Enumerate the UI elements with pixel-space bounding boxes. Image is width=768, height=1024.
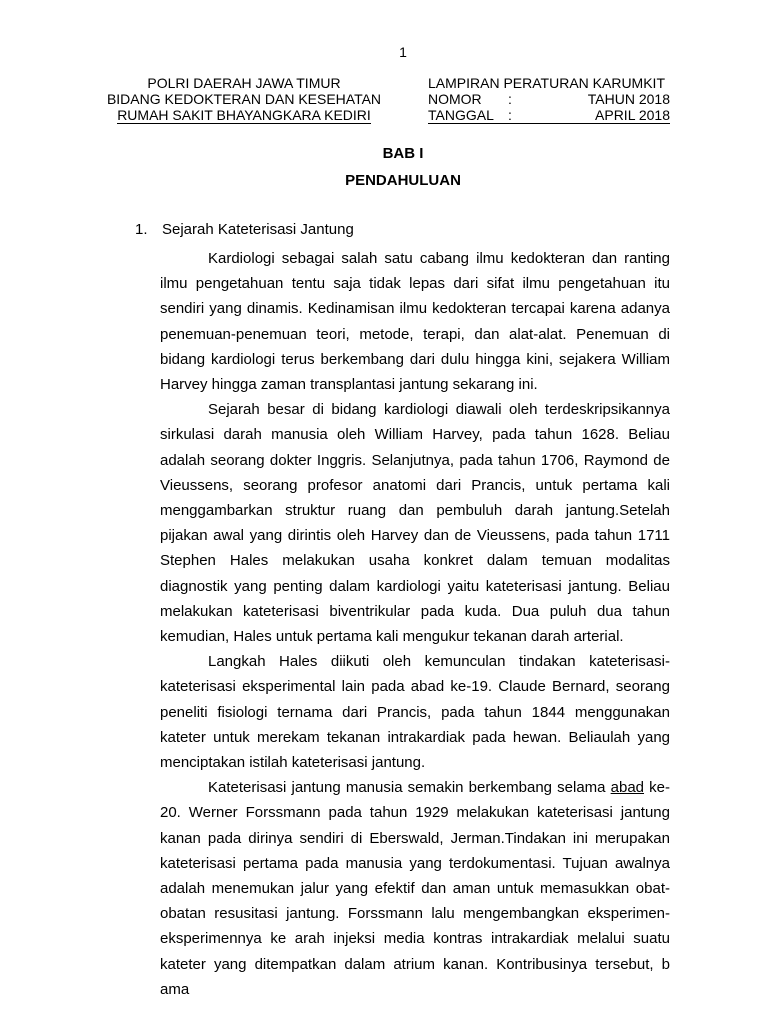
tanggal-value: APRIL 2018 bbox=[595, 107, 670, 123]
document-body bbox=[160, 246, 670, 1002]
paragraph-text-end: ke-20. Werner Forssmann pada tahun 1929 melakukan kateterisasi jantung kanan pada dirinya sendiri di Eberswald, Jerman.Tindakan ini merupakan kateterisasi pertama pada manusia yang terdokumentasi. Tujuan awalnya adalah menemukan jalur yang efektif dan aman untuk memasukkan obat-obatan resusitasi jantung. Forssmann lalu mengembangkan eksperimen-eksperimennya ke arah injeksi media kontras intrakardiak melalui suatu kateter yang ditempatkan dalam atrium kanan. Kontribusinya tersebut, b ama bbox=[160, 779, 670, 998]
abad-link[interactable]: abad bbox=[610, 779, 645, 797]
attachment-title: LAMPIRAN PERATURAN KARUMKIT bbox=[428, 75, 665, 91]
page-number: 1 bbox=[399, 44, 407, 60]
nomor-colon: : bbox=[508, 91, 512, 107]
chapter-title: PENDAHULUAN bbox=[345, 172, 461, 189]
paragraph-text-start: Kateterisasi jantung manusia semakin berkembang selama bbox=[208, 779, 611, 797]
nomor-label: NOMOR bbox=[428, 91, 482, 107]
paragraph-langkah-hales: Langkah Hales diikuti oleh kemunculan tindakan kateterisasi-kateterisasi eksperimental lain pada abad ke-19. Claude Bernard, seorang peneliti fisiologi ternama dari Prancis, pada tahun 1844 menggunakan kateter untuk merekam tekanan intrakardiak pada hewan. Beliaulah yang menciptakan istilah kateterisasi jantung. bbox=[160, 653, 670, 772]
header-institution-line3: RUMAH SAKIT BHAYANGKARA KEDIRI bbox=[117, 107, 371, 123]
header-institution-line2: BIDANG KEDOKTERAN DAN KESEHATAN bbox=[106, 91, 382, 107]
tanggal-colon: : bbox=[508, 107, 512, 123]
paragraph-sejarah-besar: Sejarah besar di bidang kardiologi diawali oleh terdeskripsikannya sirkulasi darah manusia oleh William Harvey, pada tahun 1628. Beliau adalah seorang dokter Inggris. Selanjutnya, pada tahun 1706, Raymond de Vieussens, seorang profesor anatomi dari Prancis, untuk pertama kali menggambarkan struktur ruang dan pembuluh darah jantung.Setelah pijakan awal yang dirintis oleh Harvey dan de Vieussens, pada tahun 1711 Stephen Hales melakukan usaha konkret dalam temuan modalitas diagnostik yang penting dalam kardiologi yaitu kateterisasi jantung. Beliau melakukan kateterisasi biventrikular pada kuda. Dua puluh dua tahun kemudian, Hales untuk pertama kali mengukur tekanan darah arterial. bbox=[160, 401, 670, 646]
nomor-value: TAHUN 2018 bbox=[587, 91, 670, 107]
attachment-nomor-row bbox=[428, 91, 670, 107]
chapter-number: BAB I bbox=[382, 145, 424, 162]
header-institution bbox=[104, 75, 384, 124]
attachment-tanggal-row bbox=[428, 107, 670, 124]
header-institution-line1: POLRI DAERAH JAWA TIMUR bbox=[147, 75, 341, 91]
paragraph-kateterisasi-manusia bbox=[160, 775, 670, 1002]
section-title: Sejarah Kateterisasi Jantung bbox=[162, 221, 354, 238]
header-attachment-info bbox=[428, 75, 670, 124]
paragraph-kardiologi: Kardiologi sebagai salah satu cabang ilmu kedokteran dan ranting ilmu pengetahuan tentu saja tidak lepas dari sifat ilmu pengetahuan itu sendiri yang dinamis. Kedinamisan ilmu kedokteran tercapai karena adanya penemuan-penemuan teori, metode, terapi, dan alat-alat. Penemuan di bidang kardiologi terus berkembang dari dulu hingga kini, sejakera William Harvey hingga zaman transplantasi jantung sekarang ini. bbox=[160, 250, 670, 394]
tanggal-label: TANGGAL bbox=[428, 107, 494, 123]
section-heading bbox=[135, 221, 354, 238]
section-number: 1. bbox=[135, 221, 148, 238]
